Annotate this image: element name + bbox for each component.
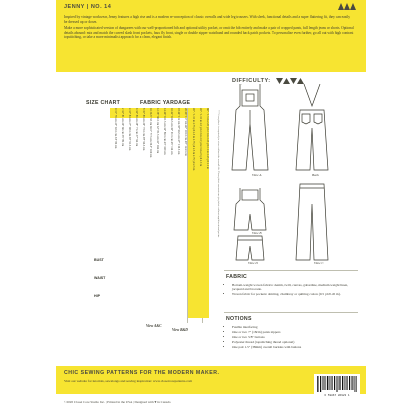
header-band <box>56 0 366 72</box>
size-and-yardage-table <box>86 108 202 330</box>
size-column: 2 32" 81 cm 26" 66 cm 35" 89 cm <box>121 108 124 147</box>
difficulty-label: DIFFICULTY: <box>232 78 271 84</box>
copyright-line: ©2020 Closet Core Studio Inc. | Printed in the USA | Designed with ♥ in Canada <box>64 400 171 404</box>
notions-heading: NOTIONS <box>226 316 252 322</box>
garment-line-drawings <box>212 84 352 264</box>
size-column: 8 35" 89 cm 29" 73.5 cm 38" 96.5 cm <box>142 108 145 151</box>
yardage-footnote: *** Less fabric is required for views without the overall bib. These fabric amounts are for fabric without nap/directional prints. <box>217 110 220 238</box>
overalls-shorts-drawing <box>234 188 266 230</box>
row-label-bust: BUST <box>94 258 104 262</box>
pattern-title: JENNY | NO. 14 <box>64 4 112 10</box>
list-item: • Fusible interfacing <box>232 325 360 329</box>
brand-logo-icon <box>338 3 356 10</box>
view-a-label: View A <box>252 173 262 177</box>
barcode-number: 6 59867 86923 1 <box>324 394 350 397</box>
table-divider <box>187 108 188 323</box>
footer-tagline: CHIC SEWING PATTERNS FOR THE MODERN MAKER. <box>64 370 220 376</box>
overalls-front-drawing <box>232 84 268 170</box>
yardage-column: 60" / 1.5 m 2.25 yd 2.1 m 2.25 yd 2.1 m 2.25 yd 2.1 m <box>202 108 209 318</box>
size-column: 10 36.5" 93 cm 30.5" 77.5 cm 39.5" 100 cm <box>149 108 152 158</box>
list-item: • One or two 5/8" buttons <box>232 335 360 339</box>
intro-paragraph: Inspired by vintage workwear, Jenny features a high rise and is a modern re-conception of classic overalls and wide leg trousers. With sleek, functional details and a super flattering fit, they can easily be dressed up or down. <box>64 15 351 24</box>
fabric-heading: FABRIC <box>226 274 248 280</box>
size-column: 4 33" 84 cm 27" 68.5 cm 36" 91.5 cm <box>128 108 131 151</box>
row-label-hip: HIP <box>94 294 100 298</box>
view-b-label: View B <box>252 231 262 235</box>
yardage-column: 45" / 1.15 m 2.5 yd 2.3 m 2.5 yd 2.3 m 2.5 yd 2.3 m <box>195 108 202 318</box>
list-item: • One or two 7" (18cm) pants zippers <box>232 330 360 334</box>
list-item: • Bottom-weight woven fabrics: denim, twill, canvas, gabardine, medium weight linen, jacquard and brocade. <box>232 283 360 292</box>
view-c-label: View C <box>314 261 324 264</box>
intro-paragraph: Make a more sophisticated version of dungarees with our well-proportioned bib and optional utility pocket, or omit the bib entirely and make a pair of cropped pants, full length jeans or shorts. Optional details abound: mix and match the curved slash front pockets, faux fly front, single or double zipper waistband and rounded back patch pockets. To personalize even further, go all out with high contrast topstitching, or take a more minimalist approach for a clean, elegant finish. <box>64 26 354 40</box>
size-chart-heading: SIZE CHART <box>86 100 121 106</box>
size-column: 14 40" 101.5 cm 34" 86.5 cm 43" 109 cm <box>163 108 166 155</box>
shorts-drawing <box>236 236 264 260</box>
size-column: 16 42" 106.5 cm 36" 91.5 cm 45" 114 cm <box>170 108 173 155</box>
list-item: • Polyester thread (topstitching thread optional) <box>232 340 360 344</box>
divider <box>224 270 358 271</box>
view-d-label: View D <box>248 261 258 264</box>
overalls-back-drawing <box>296 84 328 170</box>
divider <box>224 312 358 313</box>
barcode-icon <box>314 374 360 394</box>
fabric-yardage-heading: FABRIC YARDAGE <box>140 100 191 106</box>
footer-website-text: Visit our website for tutorials, sewalongs and sewing inspiration: www.closetcorepatterns.com <box>64 379 193 383</box>
view-label: View B&D <box>172 328 188 332</box>
fabric-list <box>226 283 360 297</box>
size-column: 0 31" 79 cm 25" 63.5 cm 34" 86 cm <box>114 108 117 149</box>
wide-leg-pants-drawing <box>296 184 328 260</box>
row-label-waist: WAIST <box>94 276 106 280</box>
notions-list <box>226 325 360 350</box>
size-column: 12 38" 96.5 cm 32" 81.5 cm 41" 104 cm <box>156 108 159 154</box>
size-column: 20 46" 117 cm 40" 101.5 cm 49" 124.5 cm <box>184 108 187 156</box>
pattern-description <box>64 15 354 42</box>
view-label: View A&C <box>146 324 162 328</box>
yardage-column: 45" / 1.15 m 2.75 yd 2.5 m 2.75 yd 2.5 m 2.75 yd 2.5 m <box>188 108 195 318</box>
size-column: 18 44" 112 cm 38" 96.5 cm 47" 119.5 cm <box>177 108 180 155</box>
back-view-label: Back <box>312 173 319 177</box>
size-column: 6 34" 86 cm 28" 71 cm 37" 94 cm <box>135 108 138 147</box>
list-item: • Woven fabric for pockets: shirting, chambray or quilting cotton (0.5 yd/0.45 m). <box>232 292 360 296</box>
list-item: • One pair 1.5" (38mm) overall buckles with buttons <box>232 345 360 349</box>
